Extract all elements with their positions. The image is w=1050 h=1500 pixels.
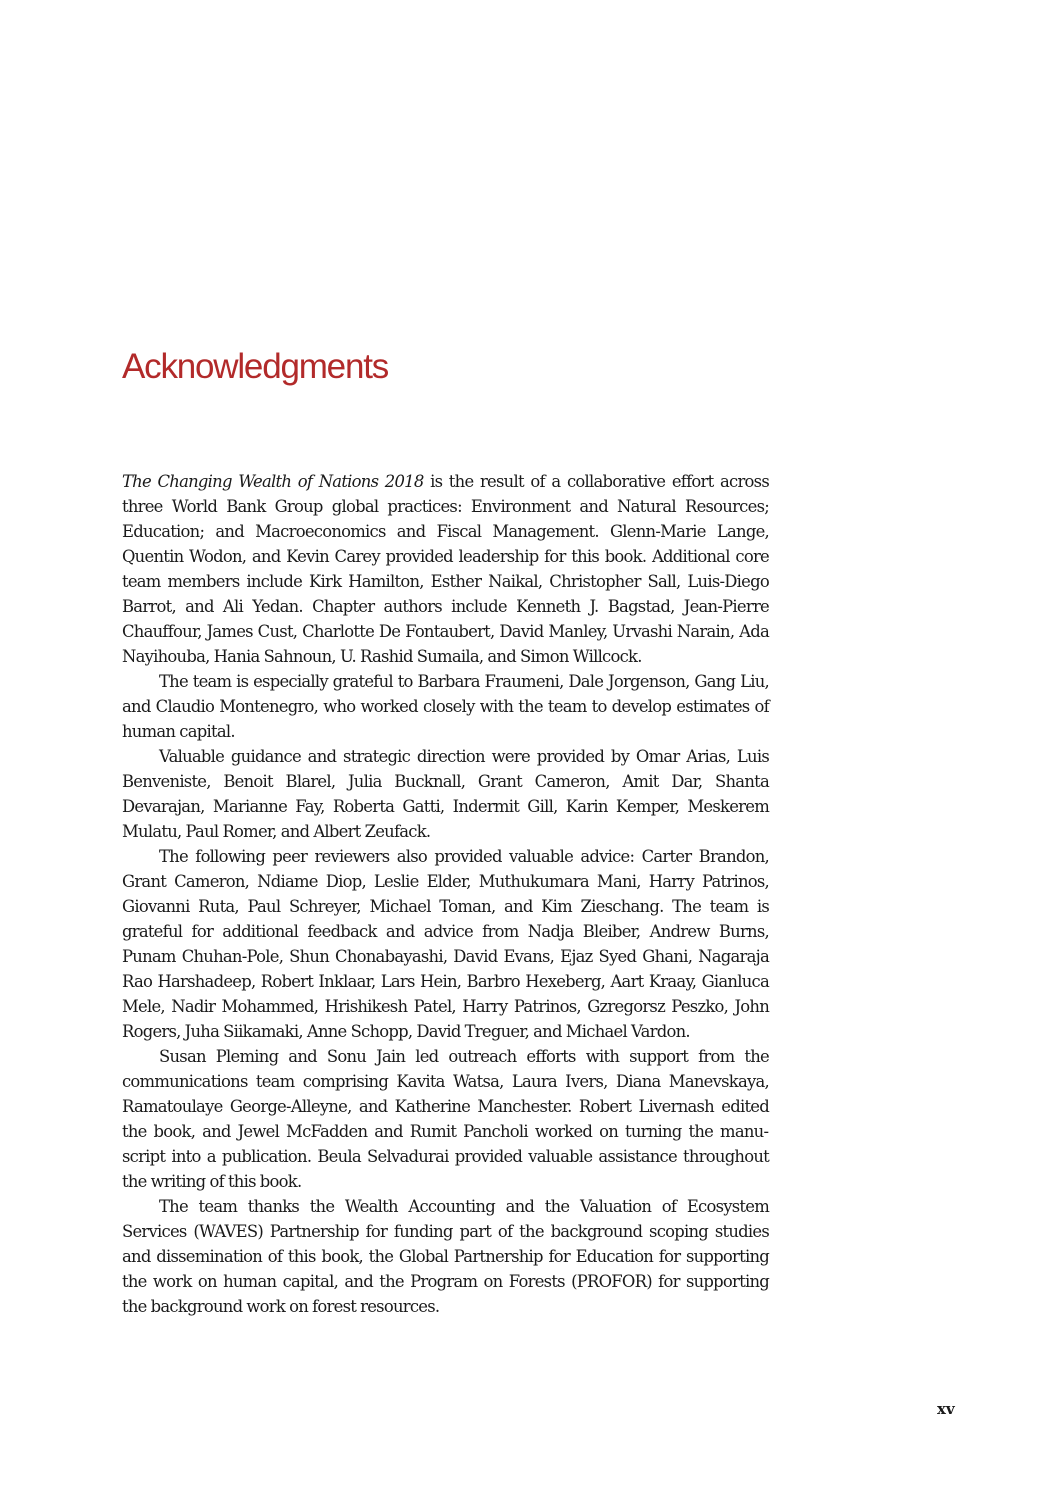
- paragraph-5: Susan Pleming and Sonu Jain led outreach efforts with support from the communications team comprising Kavita Watsa, Laura Ivers, Diana Manevskaya, Ramatoulaye George-Alleyne, and Katherine Manchester. Robert Livernash edited the book, and Jewel McFadden and Rumit Pancholi worked on turning the manuscript into a publication. Beula Selvadurai provided valuable assistance throughout the writing of this book.: [122, 1047, 769, 1191]
- page-number: xv: [937, 1400, 955, 1418]
- book-title: The Changing Wealth of Nations 2018: [122, 472, 424, 491]
- paragraph-6: The team thanks the Wealth Accounting and the Valuation of Ecosystem Services (WAVES) Partnership for funding part of the background scoping studies and dissemination of this book, the Global Partnership for Education for supporting the work on human capital, and the Program on Forests (PROFOR) for supporting the background work on forest resources.: [122, 1197, 769, 1316]
- paragraph-4: The following peer reviewers also provided valuable advice: Carter Brandon, Grant Cameron, Ndiame Diop, Leslie Elder, Muthukumara Mani, Harry Patrinos, Giovanni Ruta, Paul Schreyer, Michael Toman, and Kim Zieschang. The team is grateful for additional feedback and advice from Nadja Bleiber, Andrew Burns, Punam Chuhan-Pole, Shun Chonabayashi, David Evans, Ejaz Syed Ghani, Nagaraja Rao Harshadeep, Robert Inklaar, Lars Hein, Barbro Hexeberg, Aart Kraay, Gianluca Mele, Nadir Mohammed, Hrishikesh Patel, Harry Patrinos, Gzregorsz Peszko, John Rogers, Juha Siikamaki, Anne Schopp, David Treguer, and Michael Vardon.: [122, 847, 769, 1041]
- acknowledgments-body: [122, 469, 769, 1319]
- paragraph-1: [122, 469, 769, 669]
- paragraph-1-text: is the result of a collaborative effort across three World Bank Group global practices: Environment and Natural Resources; Education; and Macroeconomics and Fiscal Management. Glenn-Marie Lange, Quentin Wodon, and Kevin Carey provided leadership for this book. Additional core team members include Kirk Hamilton, Esther Naikal, Christopher Sall, Luis-Diego Barrot, and Ali Yedan. Chapter authors include Kenneth J. Bagstad, Jean-Pierre Chauffour, James Cust, Charlotte De Fontaubert, David Manley, Urvashi Narain, Ada Nayihouba, Hania Sahnoun, U. Rashid Sumaila, and Simon Willcock.: [122, 472, 769, 666]
- paragraph-3: Valuable guidance and strategic direction were provided by Omar Arias, Luis Benveniste, Benoit Blarel, Julia Bucknall, Grant Cameron, Amit Dar, Shanta Devarajan, Marianne Fay, Roberta Gatti, Indermit Gill, Karin Kemper, Meskerem Mulatu, Paul Romer, and Albert Zeufack.: [122, 747, 769, 841]
- paragraph-2: The team is especially grateful to Barbara Fraumeni, Dale Jorgenson, Gang Liu, and Claudio Montenegro, who worked closely with the team to develop estimates of human capital.: [122, 672, 769, 741]
- page-title: Acknowledgments: [122, 347, 389, 386]
